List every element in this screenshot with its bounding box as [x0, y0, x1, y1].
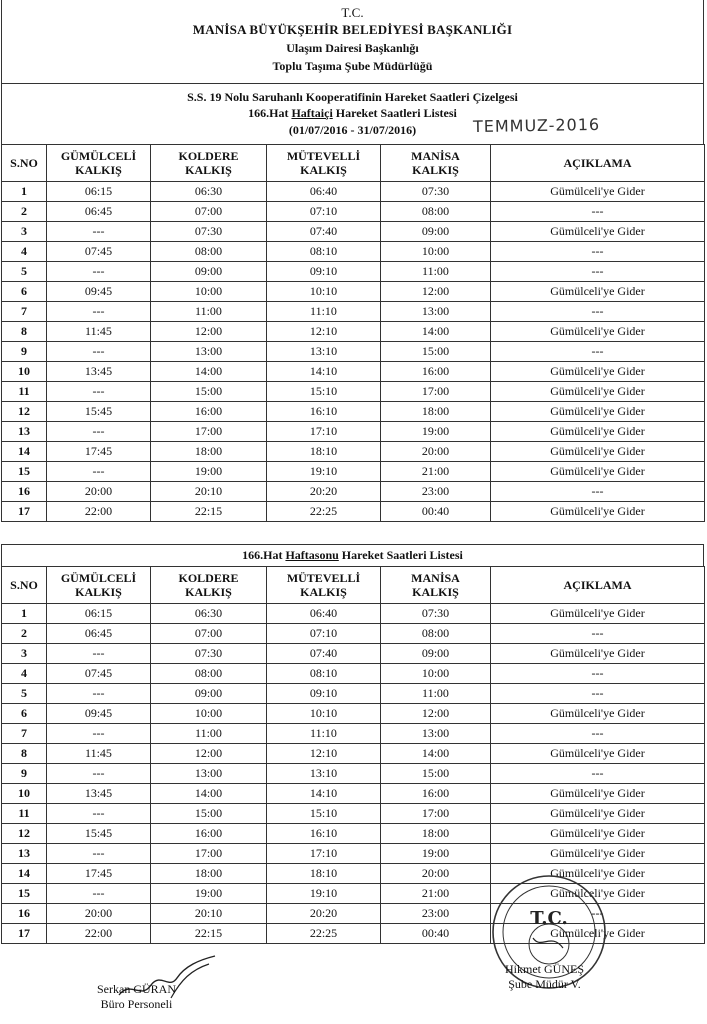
- cell-sno: 6: [2, 282, 47, 302]
- cell-gumulceli: ---: [47, 462, 151, 482]
- cell-gumulceli: ---: [47, 222, 151, 242]
- cell-manisa: 12:00: [381, 704, 491, 724]
- col-koldere: [151, 567, 267, 604]
- table-row: [2, 764, 705, 784]
- cell-koldere: 12:00: [151, 744, 267, 764]
- col-sno: S.NO: [2, 567, 47, 604]
- table-row: [2, 482, 705, 502]
- col-koldere-line1: KOLDERE: [178, 571, 239, 585]
- cell-mutevelli: 15:10: [267, 382, 381, 402]
- table-row: [2, 282, 705, 302]
- cell-koldere: 13:00: [151, 764, 267, 784]
- cell-mutevelli: 07:10: [267, 624, 381, 644]
- cell-mutevelli: 18:10: [267, 442, 381, 462]
- cell-sno: 3: [2, 222, 47, 242]
- cell-manisa: 10:00: [381, 242, 491, 262]
- col-koldere: [151, 145, 267, 182]
- cell-sno: 14: [2, 442, 47, 462]
- col-koldere-line1: KOLDERE: [178, 149, 239, 163]
- cell-koldere: 10:00: [151, 704, 267, 724]
- cell-aciklama: ---: [491, 624, 705, 644]
- cell-mutevelli: 07:40: [267, 222, 381, 242]
- cell-sno: 10: [2, 784, 47, 804]
- cell-mutevelli: 16:10: [267, 824, 381, 844]
- cell-manisa: 13:00: [381, 724, 491, 744]
- cell-aciklama: Gümülceli'ye Gider: [491, 824, 705, 844]
- table-row: [2, 704, 705, 724]
- cell-gumulceli: ---: [47, 844, 151, 864]
- cell-sno: 12: [2, 824, 47, 844]
- cell-sno: 15: [2, 462, 47, 482]
- cell-koldere: 09:00: [151, 262, 267, 282]
- cell-manisa: 17:00: [381, 804, 491, 824]
- cell-aciklama: ---: [491, 302, 705, 322]
- cell-koldere: 17:00: [151, 422, 267, 442]
- cell-manisa: 19:00: [381, 844, 491, 864]
- cell-sno: 8: [2, 744, 47, 764]
- cell-aciklama: Gümülceli'ye Gider: [491, 382, 705, 402]
- col-sno: S.NO: [2, 145, 47, 182]
- cell-mutevelli: 09:10: [267, 262, 381, 282]
- cell-aciklama: Gümülceli'ye Gider: [491, 422, 705, 442]
- weekday-suffix: Hareket Saatleri Listesi: [332, 106, 457, 120]
- col-manisa-line2: KALKIŞ: [412, 585, 459, 599]
- cell-gumulceli: 06:15: [47, 604, 151, 624]
- col-gumulceli: [47, 145, 151, 182]
- cell-sno: 11: [2, 382, 47, 402]
- cell-manisa: 15:00: [381, 764, 491, 784]
- cell-sno: 14: [2, 864, 47, 884]
- cell-mutevelli: 13:10: [267, 764, 381, 784]
- cell-manisa: 20:00: [381, 442, 491, 462]
- cell-manisa: 18:00: [381, 824, 491, 844]
- table-row: [2, 784, 705, 804]
- cell-sno: 12: [2, 402, 47, 422]
- cell-sno: 13: [2, 422, 47, 442]
- cell-manisa: 10:00: [381, 664, 491, 684]
- cell-manisa: 23:00: [381, 482, 491, 502]
- table-row: [2, 402, 705, 422]
- cell-koldere: 22:15: [151, 924, 267, 944]
- cell-aciklama: Gümülceli'ye Gider: [491, 502, 705, 522]
- cell-manisa: 21:00: [381, 884, 491, 904]
- cell-gumulceli: ---: [47, 884, 151, 904]
- cell-sno: 8: [2, 322, 47, 342]
- document-header: [1, 0, 704, 84]
- cell-aciklama: Gümülceli'ye Gider: [491, 442, 705, 462]
- cell-manisa: 20:00: [381, 864, 491, 884]
- cell-koldere: 07:30: [151, 644, 267, 664]
- col-manisa-line2: KALKIŞ: [412, 163, 459, 177]
- col-mutevelli-line2: KALKIŞ: [300, 163, 347, 177]
- table-row: [2, 644, 705, 664]
- cell-manisa: 09:00: [381, 644, 491, 664]
- cell-aciklama: Gümülceli'ye Gider: [491, 924, 705, 944]
- cell-gumulceli: 06:15: [47, 182, 151, 202]
- table-header-row: [2, 145, 705, 182]
- cell-koldere: 18:00: [151, 864, 267, 884]
- cell-sno: 4: [2, 664, 47, 684]
- table-row: [2, 502, 705, 522]
- table-row: [2, 262, 705, 282]
- table-row: [2, 724, 705, 744]
- col-gumulceli: [47, 567, 151, 604]
- cell-sno: 11: [2, 804, 47, 824]
- cell-sno: 13: [2, 844, 47, 864]
- cell-gumulceli: 15:45: [47, 824, 151, 844]
- cell-gumulceli: 20:00: [47, 482, 151, 502]
- table-row: [2, 382, 705, 402]
- col-gumulceli-line1: GÜMÜLCELİ: [60, 571, 137, 585]
- cell-gumulceli: ---: [47, 382, 151, 402]
- cell-mutevelli: 07:40: [267, 644, 381, 664]
- table-row: [2, 744, 705, 764]
- cell-koldere: 18:00: [151, 442, 267, 462]
- cell-aciklama: ---: [491, 202, 705, 222]
- cell-gumulceli: ---: [47, 684, 151, 704]
- col-koldere-line2: KALKIŞ: [185, 585, 232, 599]
- cell-aciklama: ---: [491, 342, 705, 362]
- cell-mutevelli: 11:10: [267, 302, 381, 322]
- cell-koldere: 20:10: [151, 482, 267, 502]
- cell-aciklama: ---: [491, 724, 705, 744]
- cell-mutevelli: 14:10: [267, 784, 381, 804]
- table-row: [2, 604, 705, 624]
- col-gumulceli-line2: KALKIŞ: [75, 585, 122, 599]
- col-mutevelli-line1: MÜTEVELLİ: [286, 571, 361, 585]
- col-mutevelli-line2: KALKIŞ: [300, 585, 347, 599]
- cell-mutevelli: 18:10: [267, 864, 381, 884]
- cell-sno: 6: [2, 704, 47, 724]
- cell-aciklama: ---: [491, 904, 705, 924]
- cell-aciklama: Gümülceli'ye Gider: [491, 362, 705, 382]
- cell-gumulceli: ---: [47, 422, 151, 442]
- signature-right: [505, 962, 584, 992]
- signature-left: [97, 982, 176, 1012]
- cell-gumulceli: ---: [47, 262, 151, 282]
- cell-aciklama: Gümülceli'ye Gider: [491, 744, 705, 764]
- cell-koldere: 11:00: [151, 302, 267, 322]
- cell-gumulceli: ---: [47, 644, 151, 664]
- cell-manisa: 00:40: [381, 924, 491, 944]
- cell-manisa: 14:00: [381, 322, 491, 342]
- table-row: [2, 182, 705, 202]
- cell-manisa: 19:00: [381, 422, 491, 442]
- cell-sno: 3: [2, 644, 47, 664]
- cell-gumulceli: 11:45: [47, 744, 151, 764]
- weekend-prefix: 166.Hat: [242, 548, 286, 562]
- cell-manisa: 08:00: [381, 202, 491, 222]
- weekend-suffix: Hareket Saatleri Listesi: [338, 548, 463, 562]
- col-manisa-line1: MANİSA: [411, 571, 460, 585]
- cell-mutevelli: 19:10: [267, 462, 381, 482]
- cell-gumulceli: 20:00: [47, 904, 151, 924]
- cell-koldere: 19:00: [151, 462, 267, 482]
- cell-manisa: 11:00: [381, 262, 491, 282]
- cell-koldere: 16:00: [151, 402, 267, 422]
- cell-mutevelli: 14:10: [267, 362, 381, 382]
- cell-koldere: 15:00: [151, 804, 267, 824]
- cell-aciklama: Gümülceli'ye Gider: [491, 282, 705, 302]
- cell-manisa: 14:00: [381, 744, 491, 764]
- cell-gumulceli: 06:45: [47, 202, 151, 222]
- cell-aciklama: Gümülceli'ye Gider: [491, 402, 705, 422]
- col-gumulceli-line2: KALKIŞ: [75, 163, 122, 177]
- cell-gumulceli: ---: [47, 724, 151, 744]
- table-row: [2, 824, 705, 844]
- table-row: [2, 804, 705, 824]
- col-aciklama: AÇIKLAMA: [491, 567, 705, 604]
- cell-manisa: 00:40: [381, 502, 491, 522]
- cell-koldere: 07:00: [151, 624, 267, 644]
- cell-sno: 2: [2, 624, 47, 644]
- cell-sno: 4: [2, 242, 47, 262]
- cell-koldere: 15:00: [151, 382, 267, 402]
- cell-aciklama: ---: [491, 482, 705, 502]
- signature-right-title: Şube Müdür V.: [508, 977, 581, 991]
- cell-gumulceli: 09:45: [47, 704, 151, 724]
- weekday-prefix: 166.Hat: [248, 106, 292, 120]
- cell-koldere: 06:30: [151, 604, 267, 624]
- table-row: [2, 322, 705, 342]
- cell-koldere: 19:00: [151, 884, 267, 904]
- cell-manisa: 11:00: [381, 684, 491, 704]
- signature-left-title: Büro Personeli: [100, 997, 173, 1011]
- cell-mutevelli: 10:10: [267, 282, 381, 302]
- table-row: [2, 302, 705, 322]
- cell-gumulceli: ---: [47, 302, 151, 322]
- weekend-word: Haftasonu: [285, 548, 339, 562]
- cell-gumulceli: ---: [47, 764, 151, 784]
- cell-manisa: 15:00: [381, 342, 491, 362]
- table-row: [2, 422, 705, 442]
- cell-gumulceli: 11:45: [47, 322, 151, 342]
- cell-koldere: 09:00: [151, 684, 267, 704]
- cell-koldere: 22:15: [151, 502, 267, 522]
- col-manisa-line1: MANİSA: [411, 149, 460, 163]
- cell-sno: 5: [2, 684, 47, 704]
- cell-mutevelli: 12:10: [267, 744, 381, 764]
- cell-manisa: 23:00: [381, 904, 491, 924]
- cell-mutevelli: 11:10: [267, 724, 381, 744]
- cell-koldere: 12:00: [151, 322, 267, 342]
- cell-aciklama: Gümülceli'ye Gider: [491, 804, 705, 824]
- table-header-row: [2, 567, 705, 604]
- cell-mutevelli: 20:20: [267, 904, 381, 924]
- cell-aciklama: Gümülceli'ye Gider: [491, 644, 705, 664]
- cell-gumulceli: 17:45: [47, 864, 151, 884]
- cell-sno: 10: [2, 362, 47, 382]
- cell-manisa: 18:00: [381, 402, 491, 422]
- cell-mutevelli: 22:25: [267, 502, 381, 522]
- cell-manisa: 07:30: [381, 182, 491, 202]
- col-mutevelli: [267, 145, 381, 182]
- cell-gumulceli: 06:45: [47, 624, 151, 644]
- cell-koldere: 20:10: [151, 904, 267, 924]
- signature-right-name: Hikmet GÜNEŞ: [505, 962, 584, 976]
- cell-manisa: 16:00: [381, 362, 491, 382]
- table-row: [2, 222, 705, 242]
- weekday-schedule-table: [1, 144, 705, 522]
- cell-mutevelli: 08:10: [267, 664, 381, 684]
- cell-koldere: 14:00: [151, 362, 267, 382]
- cell-aciklama: Gümülceli'ye Gider: [491, 844, 705, 864]
- cell-aciklama: Gümülceli'ye Gider: [491, 222, 705, 242]
- table-row: [2, 202, 705, 222]
- cell-aciklama: Gümülceli'ye Gider: [491, 322, 705, 342]
- table-row: [2, 442, 705, 462]
- cell-aciklama: ---: [491, 262, 705, 282]
- cell-sno: 7: [2, 302, 47, 322]
- cell-gumulceli: 22:00: [47, 924, 151, 944]
- cell-koldere: 08:00: [151, 242, 267, 262]
- cell-aciklama: Gümülceli'ye Gider: [491, 462, 705, 482]
- cell-mutevelli: 19:10: [267, 884, 381, 904]
- cell-manisa: 21:00: [381, 462, 491, 482]
- cell-sno: 9: [2, 342, 47, 362]
- cell-manisa: 09:00: [381, 222, 491, 242]
- cell-mutevelli: 17:10: [267, 422, 381, 442]
- cell-koldere: 14:00: [151, 784, 267, 804]
- cell-sno: 1: [2, 182, 47, 202]
- col-manisa: [381, 145, 491, 182]
- cell-aciklama: Gümülceli'ye Gider: [491, 784, 705, 804]
- cell-manisa: 07:30: [381, 604, 491, 624]
- header-branch: Toplu Taşıma Şube Müdürlüğü: [272, 59, 433, 73]
- col-mutevelli-line1: MÜTEVELLİ: [286, 149, 361, 163]
- cell-aciklama: ---: [491, 684, 705, 704]
- cell-koldere: 11:00: [151, 724, 267, 744]
- cell-gumulceli: 07:45: [47, 242, 151, 262]
- cell-aciklama: Gümülceli'ye Gider: [491, 182, 705, 202]
- cell-mutevelli: 10:10: [267, 704, 381, 724]
- cell-sno: 2: [2, 202, 47, 222]
- cell-sno: 16: [2, 904, 47, 924]
- cell-sno: 17: [2, 502, 47, 522]
- table-row: [2, 684, 705, 704]
- cell-gumulceli: ---: [47, 342, 151, 362]
- cell-koldere: 06:30: [151, 182, 267, 202]
- cell-gumulceli: 07:45: [47, 664, 151, 684]
- cell-mutevelli: 22:25: [267, 924, 381, 944]
- cell-manisa: 12:00: [381, 282, 491, 302]
- cell-gumulceli: 09:45: [47, 282, 151, 302]
- cell-gumulceli: 13:45: [47, 362, 151, 382]
- cell-manisa: 17:00: [381, 382, 491, 402]
- header-tc: T.C.: [341, 5, 364, 20]
- cell-koldere: 16:00: [151, 824, 267, 844]
- col-koldere-line2: KALKIŞ: [185, 163, 232, 177]
- table-row: [2, 342, 705, 362]
- cell-manisa: 13:00: [381, 302, 491, 322]
- cell-mutevelli: 12:10: [267, 322, 381, 342]
- cell-aciklama: Gümülceli'ye Gider: [491, 704, 705, 724]
- col-manisa: [381, 567, 491, 604]
- cell-aciklama: Gümülceli'ye Gider: [491, 884, 705, 904]
- cell-manisa: 16:00: [381, 784, 491, 804]
- cell-koldere: 07:00: [151, 202, 267, 222]
- table-row: [2, 624, 705, 644]
- cell-aciklama: ---: [491, 664, 705, 684]
- signature-left-name: Serkan GÜRAN: [97, 982, 176, 996]
- table-row: [2, 362, 705, 382]
- cell-koldere: 13:00: [151, 342, 267, 362]
- cooperative-title: S.S. 19 Nolu Saruhanlı Kooperatifinin Hareket Saatleri Çizelgesi: [187, 90, 518, 104]
- cell-gumulceli: ---: [47, 804, 151, 824]
- cell-mutevelli: 06:40: [267, 604, 381, 624]
- header-department: Ulaşım Dairesi Başkanlığı: [286, 41, 419, 55]
- weekday-table-body: [2, 182, 705, 522]
- cell-koldere: 08:00: [151, 664, 267, 684]
- cell-mutevelli: 13:10: [267, 342, 381, 362]
- cell-koldere: 07:30: [151, 222, 267, 242]
- cell-sno: 5: [2, 262, 47, 282]
- col-aciklama: AÇIKLAMA: [491, 145, 705, 182]
- cell-gumulceli: 17:45: [47, 442, 151, 462]
- cell-aciklama: ---: [491, 764, 705, 784]
- cell-sno: 7: [2, 724, 47, 744]
- col-mutevelli: [267, 567, 381, 604]
- cell-koldere: 17:00: [151, 844, 267, 864]
- cell-sno: 16: [2, 482, 47, 502]
- col-gumulceli-line1: GÜMÜLCELİ: [60, 149, 137, 163]
- weekday-word: Haftaiçi: [291, 106, 333, 120]
- cell-sno: 1: [2, 604, 47, 624]
- table-row: [2, 844, 705, 864]
- table-row: [2, 462, 705, 482]
- date-range: (01/07/2016 - 31/07/2016): [288, 123, 417, 137]
- cell-aciklama: ---: [491, 242, 705, 262]
- cell-mutevelli: 08:10: [267, 242, 381, 262]
- cell-gumulceli: 15:45: [47, 402, 151, 422]
- cell-gumulceli: 13:45: [47, 784, 151, 804]
- cell-aciklama: Gümülceli'ye Gider: [491, 604, 705, 624]
- handwritten-note: TEMMUZ-2016: [472, 114, 601, 137]
- header-municipality: MANİSA BÜYÜKŞEHİR BELEDİYESİ BAŞKANLIĞI: [192, 22, 513, 37]
- cell-gumulceli: 22:00: [47, 502, 151, 522]
- cell-mutevelli: 17:10: [267, 844, 381, 864]
- weekend-list-title: [1, 544, 704, 566]
- cell-mutevelli: 06:40: [267, 182, 381, 202]
- cell-sno: 9: [2, 764, 47, 784]
- cell-aciklama: Gümülceli'ye Gider: [491, 864, 705, 884]
- cell-sno: 17: [2, 924, 47, 944]
- cell-koldere: 10:00: [151, 282, 267, 302]
- cell-manisa: 08:00: [381, 624, 491, 644]
- table-row: [2, 664, 705, 684]
- stamp-text: T.C.: [530, 908, 568, 929]
- cell-mutevelli: 15:10: [267, 804, 381, 824]
- cell-mutevelli: 20:20: [267, 482, 381, 502]
- cell-mutevelli: 07:10: [267, 202, 381, 222]
- cell-mutevelli: 09:10: [267, 684, 381, 704]
- cell-sno: 15: [2, 884, 47, 904]
- cell-mutevelli: 16:10: [267, 402, 381, 422]
- table-row: [2, 242, 705, 262]
